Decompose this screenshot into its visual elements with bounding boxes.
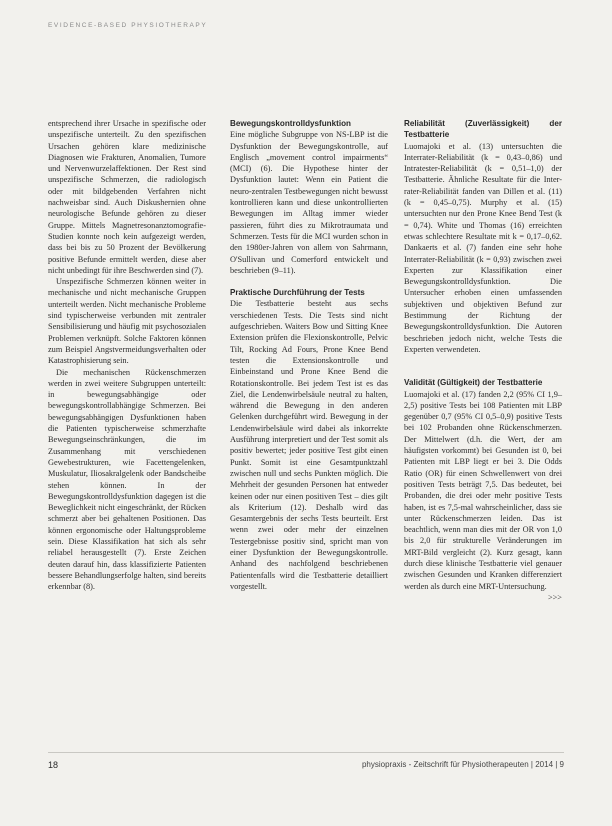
footer-rule [48,752,564,753]
spacer [404,355,562,377]
paragraph: Eine mögliche Subgruppe von NS-LBP ist die Dysfunktion der Bewegungskontrolle, auf Englisch „movement control impairments“ (MCI) (6). Die Hypothese hinter der Dysfunktion lautet: Wenn ein Patient die neuro-zentralen Testbewegungen nicht bewusst kontrollieren kann und diese unkontrollierten Bewegungen im Alltag immer wieder passieren, führt dies zu Mikrotraumata und Schmerzen. Tests für die MCI wurden schon in den 1980er-Jahren von allem von Sahrmann, O'Sullivan und Comerford entwickelt und beschrieben (9–11). [230,130,388,275]
journal-footer: physiopraxis - Zeitschrift für Physiotherapeuten | 2014 | 9 [361,760,564,769]
paragraph: Luomajoki et al. (13) untersuchten die Interrater-Reliabilität (k = 0,43–0,86) und Intratester-Reliabilität (k = 0,51–1,0) der Testbatterie. Ähnliche Resultate für die Inter-rater-Reliabilität fanden van Dillen et al. (11) (k = 0,45–0,75). Murphy et al. (15) untersuchten nur den Prone Knee Bend Test (k = 0,74). White und Thomas (16) erreichten etwas schlechtere Resultate mit k = 0,17–0,62. Dankaerts et al. (7) fanden eine sehr hohe Interrater-Reliabilität (k = 0,93) zwischen zwei Experten zur Klassifikation einer Bewegungskontrolldysfunktion. Die Untersucher erhoben einen umfassenden subjektiven und objektiven Befund zur Bestimmung der Richtung der Bewegungskontrolldysfunktion. Die Autoren beschrieben jedoch nicht, welche Tests die Experten verwendeten. [404,141,562,354]
column-1 [48,118,206,592]
paragraph: Unspezifische Schmerzen können weiter in mechanische und nicht mechanische Gruppen unterteilt werden. Nicht mechanische Probleme sind typischerweise verbunden mit zentraler Sensibilisierung und häufig mit psychosozialen Problemen verknüpft. Solche Faktoren können zum Beispiel Angstvermeidungsverhalten oder Katastrophisierung sein. [48,277,206,366]
section-heading: Praktische Durchführung der Tests [230,288,365,298]
column-2 [230,118,388,592]
spacer [230,276,388,287]
page-number: 18 [48,760,59,770]
paragraph: Die Testbatterie besteht aus sechs verschiedenen Tests. Die Tests sind nicht aufgeschrieben. Waiters Bow und Sitting Knee Extension prüfen die Flexionskontrolle, Pelvic Tilt, Rocking Ad Fours, Prone Knee Bend testen die Extensionskontrolle und Einbeinstand und Prone Knee Bend die Rotationskontrolle. Bei jedem Test ist es das Ziel, die Lendenwirbelsäule neutral zu halten, während die Bewegung in den anderen Gelenken durchgeführt wird. Bewegung in der Lendenwirbelsäule wird dabei als inkorrekte Ausführung interpretiert und der Test somit als positiv bewertet; jeder positive Test gibt einen Punkt. Somit ist eine Gesamtpunktzahl zwischen null und sechs Punkten möglich. Die Mehrheit der gesunden Personen hat entweder keinen oder nur einen positiven Test – dies gilt als Kriterium (12). Deshalb wird das Gesamtergebnis der sechs Tests beurteilt. Erst wenn zwei oder mehr der einzelnen Testergebnisse positiv sind, spricht man von einer Dysfunktion der Bewegungskontrolle. Anhand des nachfolgend beschriebenen Patientenfalls wird die Testbatterie detailliert vorgestellt. [230,299,388,591]
column-3 [404,118,562,603]
paragraph: Die mechanischen Rückenschmerzen werden in zwei weitere Subgruppen unterteilt: in bewegungsabhängige oder bewegungskontrollabhängige Schmerzen. Bei bewegungsabhängigen Dysfunktionen haben die Patienten typischerweise schmerzhafte Bewegungseinschränkungen, die im Zusammenhang mit verschiedenen Gewebestrukturen, wie Facettengelenken, Muskulatur, Iliosakralgelenk oder Bandscheibe stehen können. In der Bewegungskontrolldysfunktion dagegen ist die Beweglichkeit nicht eingeschränkt, der Rücken schmerzt aber bei gehaltenen Positionen. Das können ergonomische oder Haltungsprobleme sein. Diese Klassifikation hat sich als sehr reliabel herausgestellt (7). Erste Zeichen deuten darauf hin, dass klassifizierte Patienten bessere Behandlungserfolge halten, sind bereits erkennbar (8). [48,367,206,592]
paragraph: entsprechend ihrer Ursache in spezifische oder unspezifische unterteilt. Zu den spezifischen Ursachen gehören klare medizinische Diagnosen wie Frakturen, Anomalien, Tumore und Nervenwurzelaffektionen. Der Rest sind unspezifische Schmerzen, die radiologisch oder mit bildgebenden Verfahren nicht nachweisbar sind. Auch Diskushernien ohne neurologische Befunde gehören zu dieser Gruppe. Mittels Magnetresonanztomografie-Studien konnte noch kein aufgezeigt werden, dass bei bis zu 50 Prozent der Bevölkerung positive Befunde ermittelt werden, diese aber nicht unbedingt für ihre Beschwerden sind (7). [48,119,206,275]
section-heading: Reliabilität (Zuverlässigkeit) der Testbatterie [404,119,562,140]
section-heading: Validität (Gültigkeit) der Testbatterie [404,378,543,388]
running-head: EVIDENCE-BASED PHYSIOTHERAPY [48,22,208,29]
section-heading: Bewegungskontrolldysfunktion [230,119,351,128]
continue-marker: >>> [547,592,562,602]
paragraph: Luomajoki et al. (17) fanden 2,2 (95% CI 1,9–2,5) positive Tests bei 108 Patienten mit LBP gegenüber 0,7 (95% CI 0,5–0,9) positive Tests bei 102 Probanden ohne Rückenschmerzen. Der Mittelwert (d.h. die Wert, der am häufigsten vorkommt) bei Gesunden ist 0, bei Patienten mit LBP liegt er bei 3. Die Odds Ratio (OR) für einen Schwellenwert von drei positiven Tests beträgt 7,5. Das bedeutet, bei Probanden, die drei oder mehr positive Tests haben, ist es 7,5-mal wahrscheinlicher, dass sie unter Rückenschmerzen leiden. Das ist beachtlich, wenn man dies mit der OR von 1,0 bis 2,0 für strukturelle Veränderungen im MRT-Bild vergleicht (2). Kurz gesagt, kann durch diese klinische Testbatterie viel genauer zwischen Gesunden und Kranken differenziert werden als durch eine MRT-Untersuchung. [404,389,562,591]
